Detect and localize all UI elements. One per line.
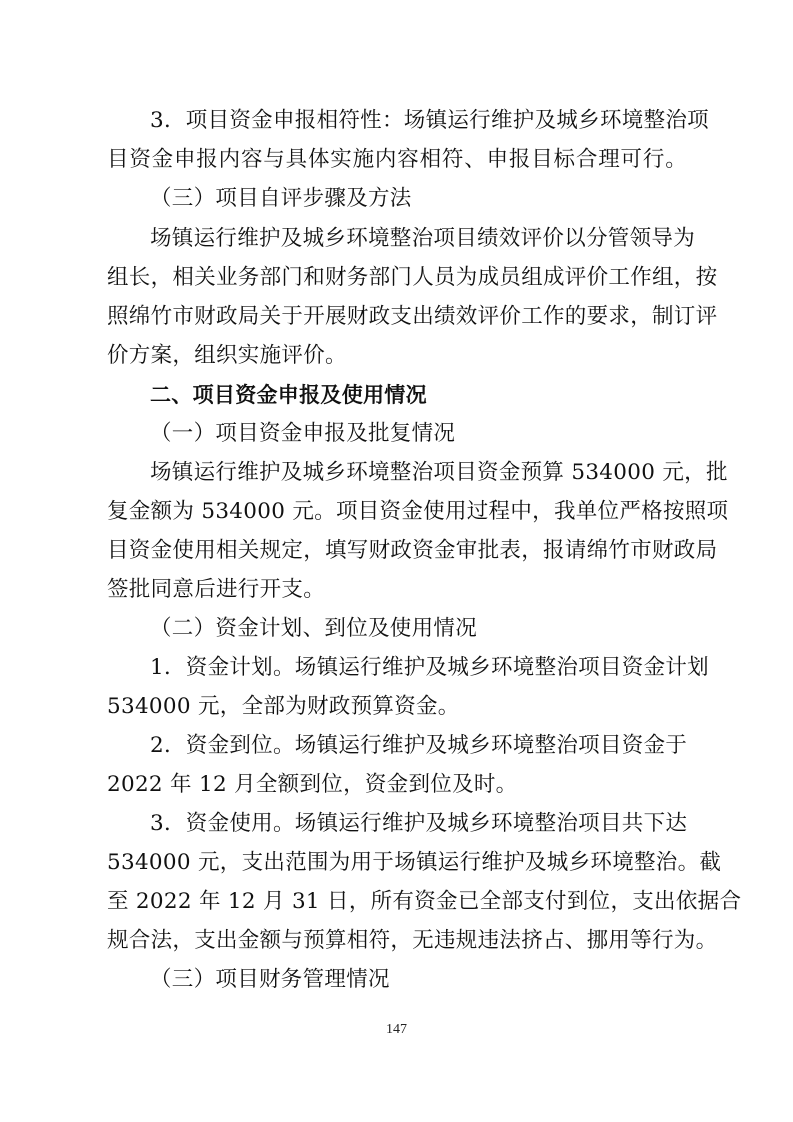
paragraph-line: 签批同意后进行开支。 xyxy=(107,577,326,602)
paragraph-line: 目资金申报内容与具体实施内容相符、申报目标合理可行。 xyxy=(107,147,687,172)
paragraph-line: 2．资金到位。场镇运行维护及城乡环境整治项目资金于 xyxy=(150,733,688,758)
paragraph-line: 534000 元，支出范围为用于场镇运行维护及城乡环境整治。截 xyxy=(107,850,722,875)
paragraph-line: 目资金使用相关规定，填写财政资金审批表，报请绵竹市财政局 xyxy=(107,538,718,563)
section-heading: （二）资金计划、到位及使用情况 xyxy=(150,616,478,641)
paragraph-line: 规合法，支出金额与预算相符，无违规违法挤占、挪用等行为。 xyxy=(107,928,718,953)
page-number: 147 xyxy=(386,1022,407,1037)
section-heading: （三）项目财务管理情况 xyxy=(150,967,390,992)
paragraph-line: 534000 元，全部为财政预算资金。 xyxy=(107,694,460,719)
paragraph-line: 3．资金使用。场镇运行维护及城乡环境整治项目共下达 xyxy=(150,811,688,836)
paragraph-line: 组长，相关业务部门和财务部门人员为成员组成评价工作组，按 xyxy=(107,265,718,290)
paragraph-line: 照绵竹市财政局关于开展财政支出绩效评价工作的要求，制订评 xyxy=(107,304,718,329)
paragraph-line: 场镇运行维护及城乡环境整治项目资金预算 534000 元，批 xyxy=(150,460,728,485)
paragraph-line: 1．资金计划。场镇运行维护及城乡环境整治项目资金计划 xyxy=(150,655,709,680)
paragraph-line: 复金额为 534000 元。项目资金使用过程中，我单位严格按照项 xyxy=(107,499,729,524)
paragraph-line: 价方案，组织实施评价。 xyxy=(107,343,347,368)
section-heading: （三）项目自评步骤及方法 xyxy=(150,186,412,211)
section-heading: （一）项目资金申报及批复情况 xyxy=(150,421,456,446)
paragraph-line: 2022 年 12 月全额到位，资金到位及时。 xyxy=(107,772,518,797)
paragraph-line: 3．项目资金申报相符性：场镇运行维护及城乡环境整治项 xyxy=(150,108,709,133)
paragraph-line: 场镇运行维护及城乡环境整治项目绩效评价以分管领导为 xyxy=(150,226,696,251)
paragraph-line: 至 2022 年 12 月 31 日，所有资金已全部支付到位，支出依据合 xyxy=(107,889,742,914)
chapter-heading: 二、项目资金申报及使用情况 xyxy=(150,383,427,407)
